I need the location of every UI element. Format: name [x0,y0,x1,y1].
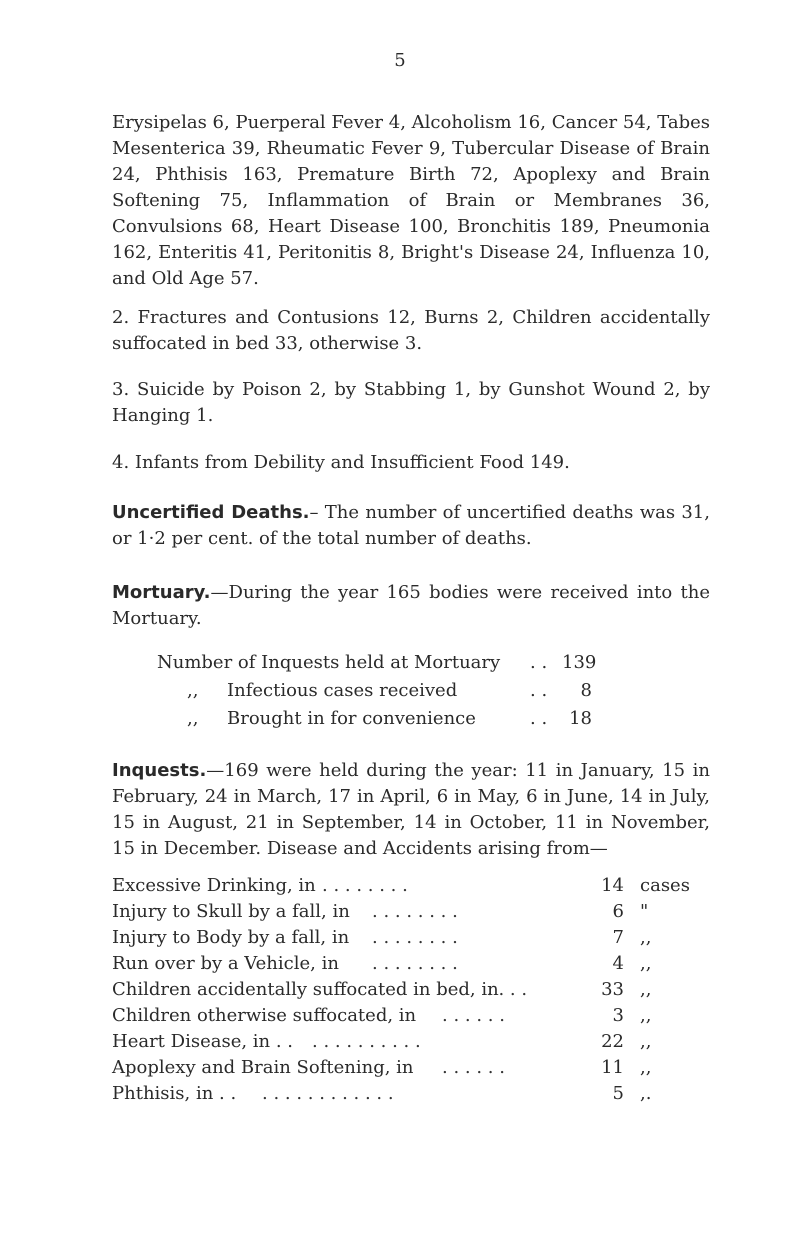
inquest-cause-row [112,953,712,979]
mortuary-row-label: Infectious cases received [227,680,458,701]
inquest-cause-row [112,1031,712,1057]
uncertified-deaths-text: – The number of uncertified deaths was 31, or 1·2 per cent. of the total number of deaths. [112,502,710,549]
inquest-cause-row [112,901,712,927]
inquest-cause-unit: ,, [640,1057,652,1078]
inquest-cause-dots: . . . . . . . . [372,901,458,922]
inquest-cause-dots: . . . . . . . . . . [312,1031,421,1052]
causes-paragraph: Erysipelas 6, Puerperal Fever 4, Alcoholism 16, Cancer 54, Tabes Mesenterica 39, Rheumatic Fever 9, Tubercular Disease of Brain 24, Phthisis 163, Premature Birth 72, Apoplexy and Brain Softening 75, Inflammation of Brain or Membranes 36, Convulsions 68, Heart Disease 100, Bronchitis 189, Pneumonia 162, Enteritis 41, Peritonitis 8, Bright's Disease 24, Influenza 10, and Old Age 57. [112,112,710,289]
inquest-cause-unit: " [640,901,649,922]
uncertified-deaths-heading: Uncertified Deaths. [112,502,310,523]
inquest-cause-unit: ,, [640,953,652,974]
page-number: 5 [394,50,406,71]
inquest-cause-count: 4 [612,953,624,974]
inquest-cause-count: 11 [601,1057,624,1078]
inquest-cause-count: 6 [612,901,624,922]
inquest-cause-count: 3 [612,1005,624,1026]
inquest-cause-dots: . . . . [487,979,528,1000]
inquest-cause-count: 33 [601,979,624,1000]
inquest-cause-unit: ,, [640,1031,652,1052]
item-2-paragraph: 2. Fractures and Contusions 12, Burns 2, Children accidentally suffocated in bed 33, otherwise 3. [112,307,710,354]
inquest-cause-count: 22 [601,1031,624,1052]
inquest-cause-dots: . . . . . . [442,1005,505,1026]
inquests-heading: Inquests. [112,760,207,781]
inquest-cause-label: Injury to Body by a fall, in [112,927,350,948]
inquest-cause-unit: ,. [640,1083,652,1104]
inquest-cause-label: Run over by a Vehicle, in [112,953,339,974]
mortuary-text: —During the year 165 bodies were received into the Mortuary. [112,582,710,629]
mortuary-row-dots: . . [530,680,548,701]
inquest-cause-row [112,1083,712,1109]
mortuary-row-value: 139 [562,652,597,673]
inquest-cause-unit: ,, [640,927,652,948]
inquest-cause-unit: ,, [640,1005,652,1026]
inquest-cause-dots: . . . . . . [442,1057,505,1078]
inquest-cause-dots: . . . . . . . . [372,953,458,974]
ditto-mark: ,, [187,708,199,729]
inquest-cause-count: 14 [601,875,624,896]
inquest-cause-label: Injury to Skull by a fall, in [112,901,350,922]
inquest-cause-row [112,875,712,901]
mortuary-row-label: Number of Inquests held at Mortuary [157,652,501,673]
inquest-cause-label: Heart Disease, in . . [112,1031,294,1052]
inquest-cause-row [112,927,712,953]
mortuary-row-label: Brought in for convenience [227,708,476,729]
inquest-cause-row [112,1005,712,1031]
mortuary-row-dots: . . [530,708,548,729]
inquest-cause-label: Children accidentally suffocated in bed, in [112,979,499,1000]
inquest-cause-count: 5 [612,1083,624,1104]
mortuary-row-value: 8 [580,680,592,701]
inquests-paragraph [112,758,710,862]
inquest-cause-label: Apoplexy and Brain Softening, in [112,1057,414,1078]
inquest-cause-unit: ,, [640,979,652,1000]
inquest-cause-dots: . . . . . . . . [322,875,408,896]
mortuary-row-value: 18 [569,708,592,729]
item-3-paragraph: 3. Suicide by Poison 2, by Stabbing 1, by Gunshot Wound 2, by Hanging 1. [112,379,710,426]
inquest-cause-row [112,1057,712,1083]
inquest-cause-row [112,979,712,1005]
mortuary-heading: Mortuary. [112,582,211,603]
item-4-paragraph: 4. Infants from Debility and Insufficient Food 149. [112,452,570,473]
inquest-cause-count: 7 [612,927,624,948]
mortuary-row-dots: . . [530,652,548,673]
uncertified-deaths-paragraph [112,500,710,552]
inquests-text: —169 were held during the year: 11 in January, 15 in February, 24 in March, 17 in April, 6 in May, 6 in June, 14 in July, 15 in August, 21 in September, 14 in October, 11 in November, 15 in December. Disease and Accidents arising from— [112,760,710,859]
inquest-cause-unit: cases [640,875,690,896]
inquest-cause-label: Children otherwise suffocated, in [112,1005,417,1026]
ditto-mark: ,, [187,680,199,701]
mortuary-paragraph [112,580,710,632]
inquest-cause-label: Excessive Drinking, in [112,875,316,896]
inquest-cause-dots: . . . . . . . . [372,927,458,948]
inquest-cause-label: Phthisis, in . . [112,1083,237,1104]
inquest-cause-dots: . . . . . . . . . . . . [262,1083,394,1104]
